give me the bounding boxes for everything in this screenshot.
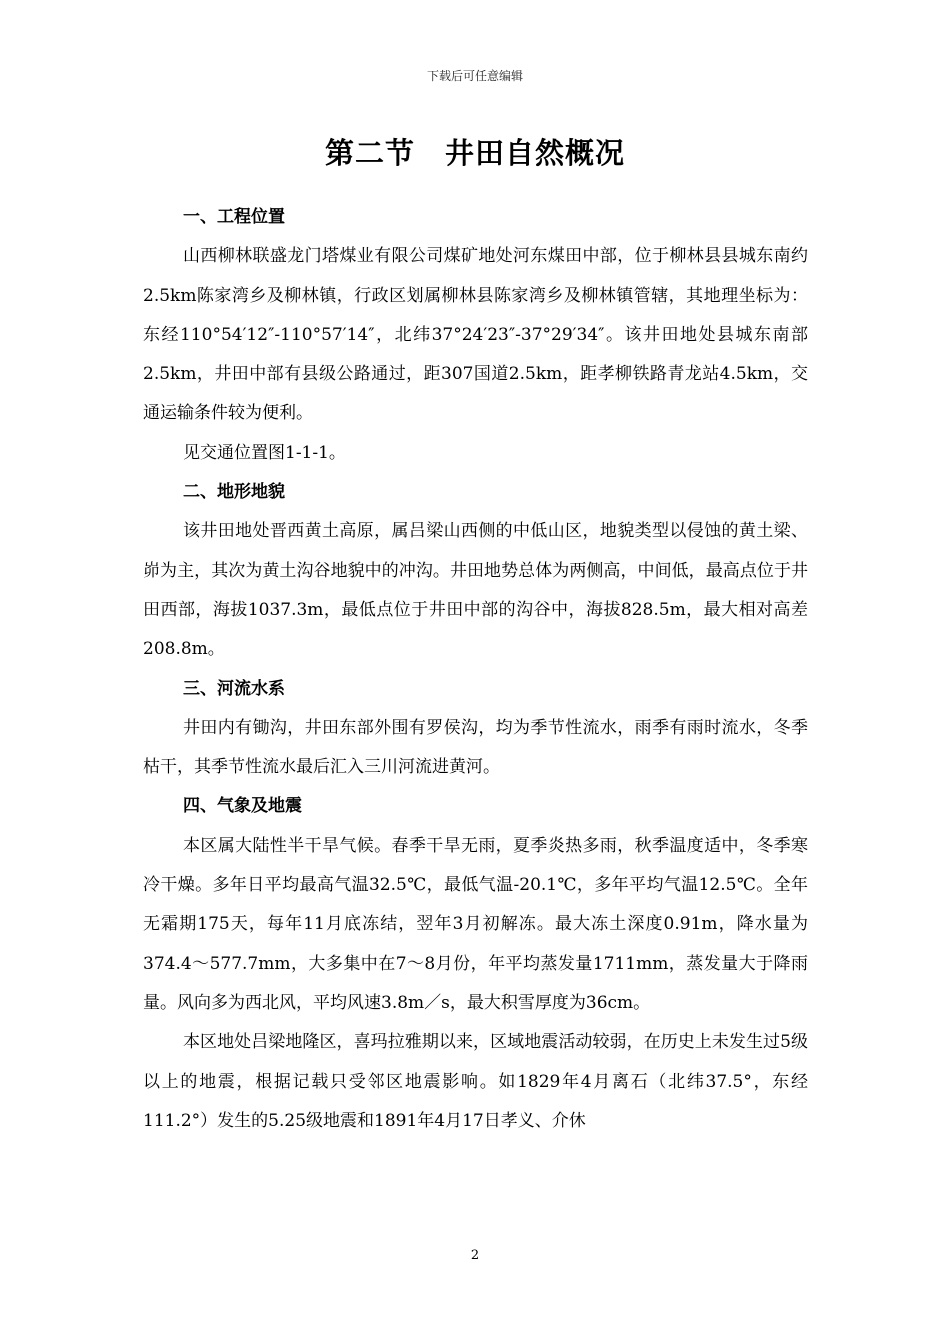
section-climate-earthquake	[143, 787, 808, 1141]
paragraph: 本区属大陆性半干旱气候。春季干旱无雨，夏季炎热多雨，秋季温度适中，冬季寒冷干燥。多年日平均最高气温32.5℃，最低气温-20.1℃，多年平均气温12.5℃。全年无霜期175天，每年11月底冻结，翌年3月初解冻。最大冻土深度0.91m，降水量为374.4～577.7mm，大多集中在7～8月份，年平均蒸发量1711mm，蒸发量大于降雨量。风向多为西北风，平均风速3.8m／s，最大积雪厚度为36cm。	[143, 835, 808, 1013]
paragraph: 见交通位置图1-1-1。	[183, 442, 346, 463]
paragraph: 该井田地处晋西黄土高原，属吕梁山西侧的中低山区，地貌类型以侵蚀的黄土梁、峁为主，其次为黄土沟谷地貌中的冲沟。井田地势总体为两侧高，中间低，最高点位于井田西部，海拔1037.3m，最低点位于井田中部的沟谷中，海拔828.5m，最大相对高差208.8m。	[143, 521, 808, 660]
paragraph: 本区地处吕梁地隆区，喜玛拉雅期以来，区域地震活动较弱，在历史上未发生过5级以上的地震，根据记载只受邻区地震影响。如1829年4月离石（北纬37.5°，东经111.2°）发生的5.25级地震和1891年4月17日孝义、介休	[143, 1032, 808, 1131]
section-heading: 三、河流水系	[183, 678, 285, 699]
section-location	[143, 198, 808, 473]
section-rivers	[143, 670, 808, 788]
paragraph: 井田内有锄沟，井田东部外围有罗侯沟，均为季节性流水，雨季有雨时流水，冬季枯干，其季节性流水最后汇入三川河流进黄河。	[143, 717, 808, 778]
section-title: 第二节 井田自然概况	[324, 136, 625, 171]
section-heading: 四、气象及地震	[183, 796, 302, 817]
section-terrain	[143, 473, 808, 669]
paragraph: 山西柳林联盛龙门塔煤业有限公司煤矿地处河东煤田中部，位于柳林县县城东南约2.5km陈家湾乡及柳林镇，行政区划属柳林县陈家湾乡及柳林镇管辖，其地理坐标为：东经110°54′12″-110°57′14″，北纬37°24′23″-37°29′34″。该井田地处县城东南部2.5km，井田中部有县级公路通过，距307国道2.5km，距孝柳铁路青龙站4.5km，交通运输条件较为便利。	[143, 246, 808, 424]
document-body	[143, 198, 808, 1141]
page-number: 2	[470, 1248, 480, 1263]
section-heading: 二、地形地貌	[183, 482, 285, 503]
page-header-note: 下载后可任意编辑	[426, 69, 523, 83]
section-heading: 一、工程位置	[183, 207, 285, 227]
